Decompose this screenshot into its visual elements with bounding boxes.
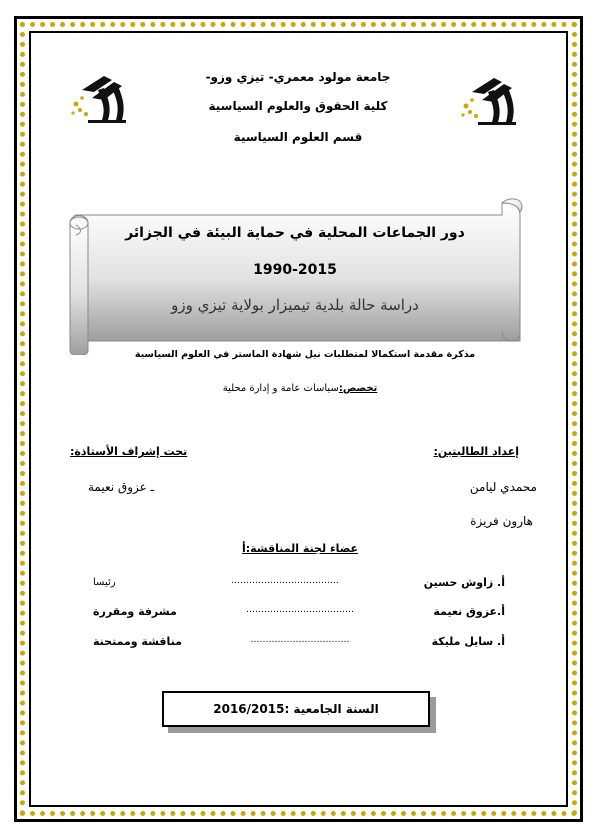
committee-member-1-role: رئيسا [93,577,116,588]
committee-member-2-dots: ……………………………… [246,605,354,615]
specialty-value: سياسات عامة و إدارة محلية [222,383,339,394]
committee-member-1-name: أ. زاوش حسين [423,576,505,589]
specialty-label: تخصص: [338,383,378,394]
university-logo-left-icon [68,68,132,126]
thesis-years: 1990-2015 [253,262,337,278]
university-name: جامعة مولود معمري- تيزي وزو- [205,70,391,84]
student-name-2: هارون فريزة [470,514,533,528]
committee-member-2-name: أ.عزوق نعيمة [433,605,505,618]
specialty-line [200,383,400,394]
academic-year-box [162,691,430,727]
student-name-1: محمدي ليامن [469,480,537,494]
memo-description: مذكرة مقدمة استكمالا لمتطلبات نيل شهادة الماستر في العلوم السياسية [134,349,476,360]
committee-member-3-name: أ. سايل مليكة [431,635,505,648]
faculty-name: كلية الحقوق والعلوم السياسية [208,99,388,113]
committee-member-3-dots: …………………………… [250,635,350,645]
thesis-subtitle: دراسة حالة بلدية تيميزار بولاية تيزي وزو [171,296,419,314]
committee-member-1-dots: ……………………………… [231,576,339,586]
academic-year-label: السنة الجامعية :2016/2015 [213,702,379,716]
committee-member-3-role: مناقشة وممتحنة [93,635,182,648]
supervisor-name: ـ عزوق نعيمة [88,480,155,494]
university-logo-right-icon [458,70,522,128]
thesis-title: دور الجماعات المحلية في حماية البيئة في الجزائر [125,225,465,241]
committee-label: عضاء لجنة المناقشة:أ [241,542,359,555]
students-label: إعداد الطالبتين: [433,445,519,458]
department-name: قسم العلوم السياسية [233,130,363,144]
supervisor-label: تحت إشراف الأستاذة: [70,445,188,458]
committee-member-2-role: مشرفة ومقررة [93,605,177,618]
